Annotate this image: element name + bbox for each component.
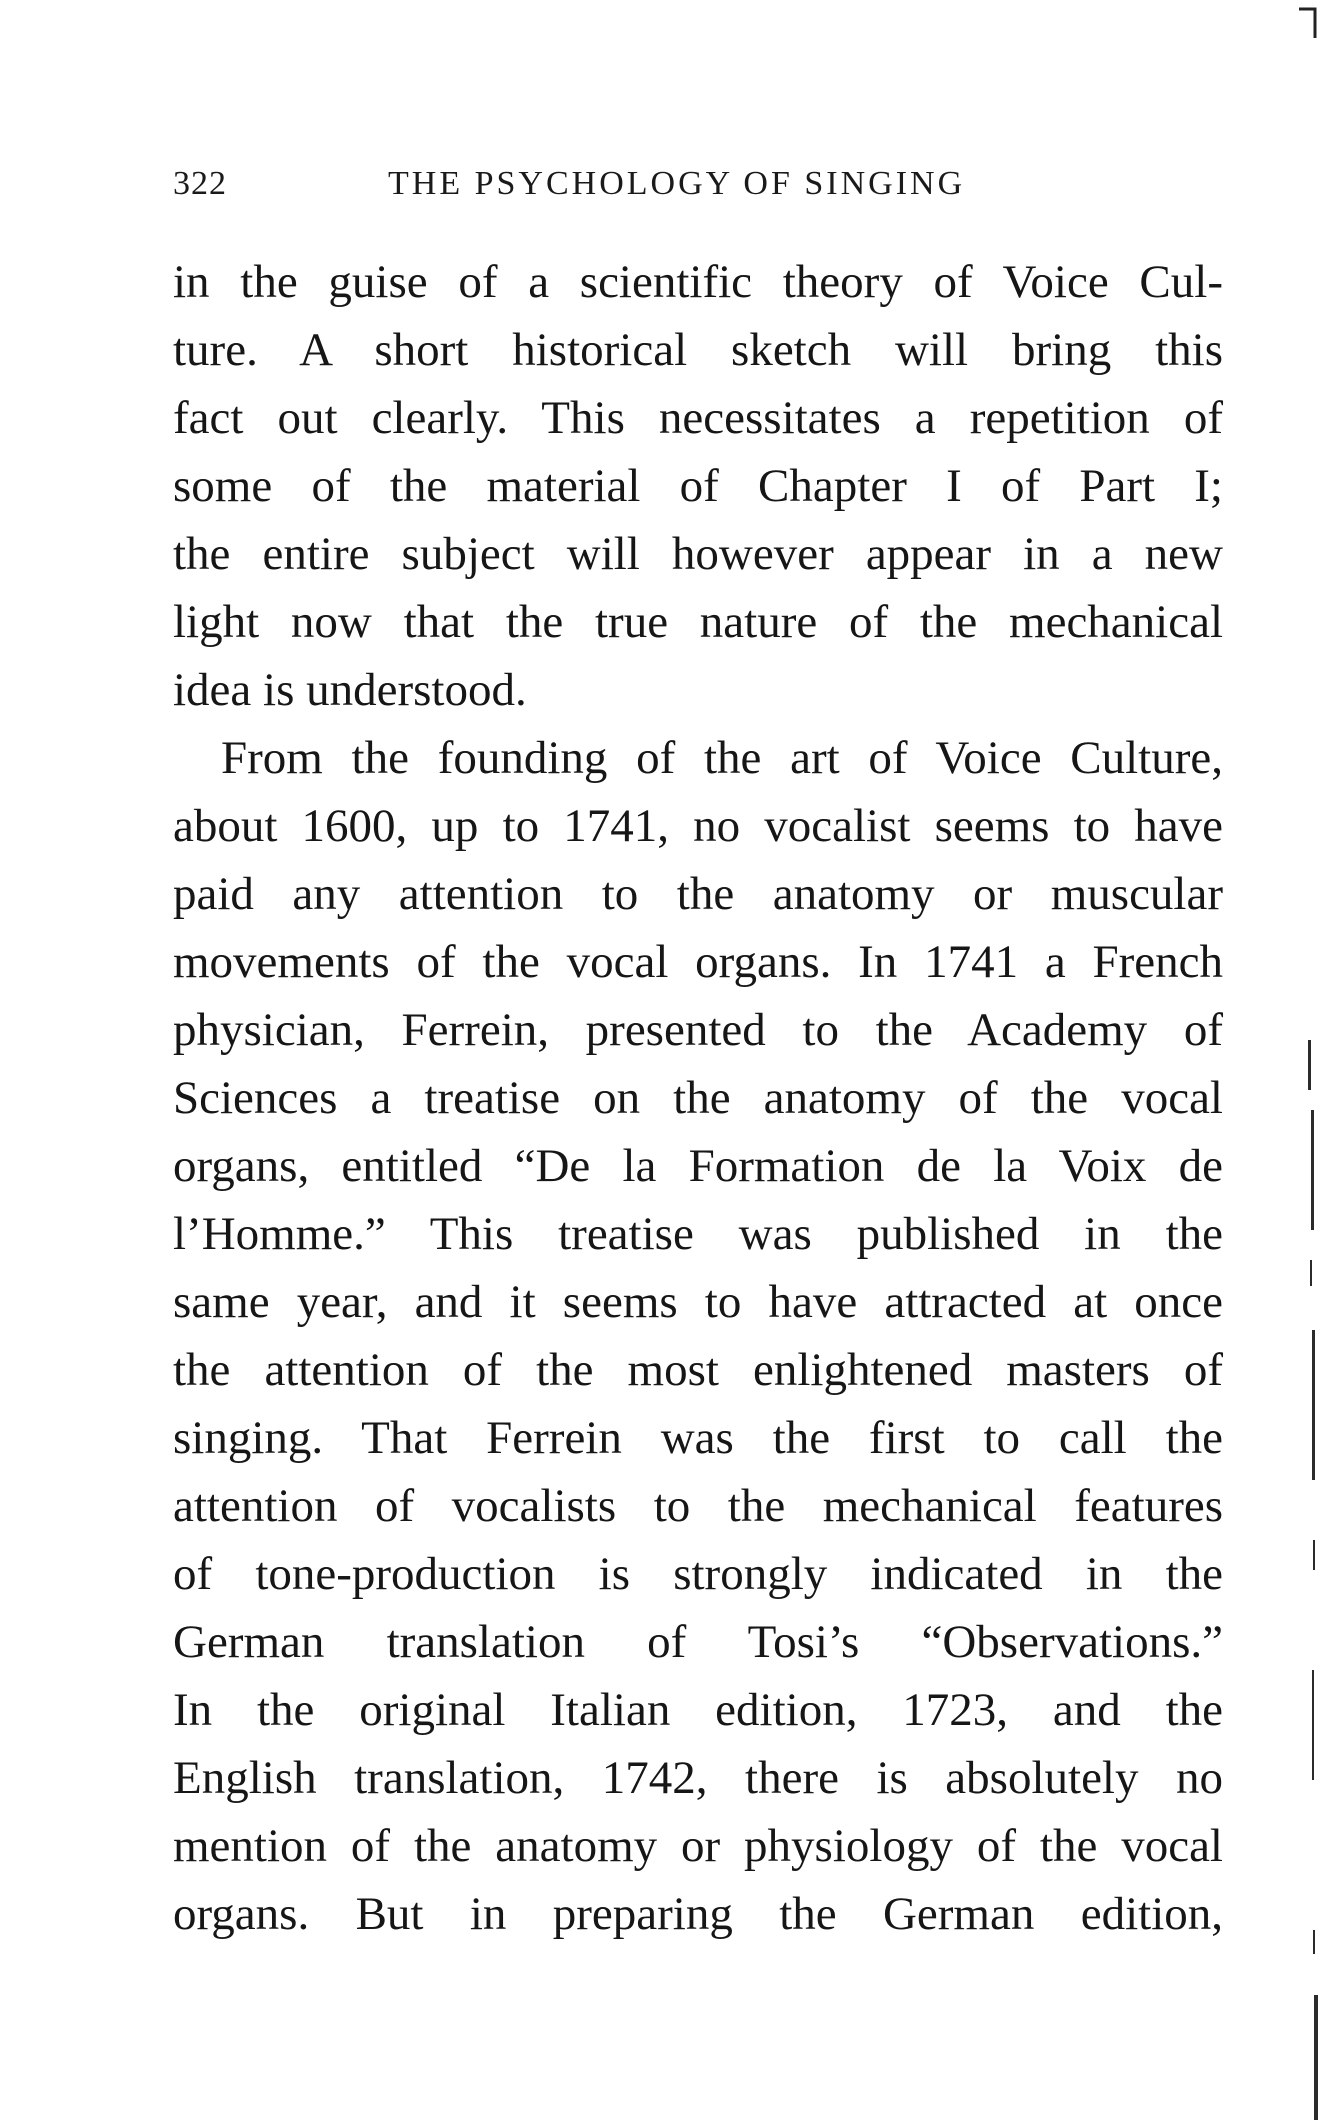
page-edge-mark [1313,1930,1315,1954]
text-line: physician, Ferrein, presented to the Academy of [173,1004,1223,1056]
text-line: paid any attention to the anatomy or muscular [173,868,1223,920]
text-line: ture. A short historical sketch will bring this [173,324,1223,376]
running-title: THE PSYCHOLOGY OF SINGING [388,165,966,202]
text-line: about 1600, up to 1741, no vocalist seems to have [173,800,1223,852]
page-number: 322 [173,165,227,202]
page-edge-mark [1313,1540,1315,1570]
text-line: in the guise of a scientific theory of Voice Cul- [173,256,1223,308]
text-line: organs. But in preparing the German edition, [173,1888,1223,1940]
text-line: singing. That Ferrein was the first to call the [173,1412,1223,1464]
body-text [173,248,1223,1948]
running-head [173,160,1233,208]
text-line: Sciences a treatise on the anatomy of the vocal [173,1072,1223,1124]
text-line: same year, and it seems to have attracted at once [173,1276,1223,1328]
text-line: movements of the vocal organs. In 1741 a French [173,936,1223,988]
text-line: mention of the anatomy or physiology of the vocal [173,1820,1223,1872]
text-line: German translation of Tosi’s “Observations.” [173,1616,1223,1668]
text-line: fact out clearly. This necessitates a repetition of [173,392,1223,444]
text-line: the attention of the most enlightened masters of [173,1344,1223,1396]
text-line: organs, entitled “De la Formation de la Voix de [173,1140,1223,1192]
page-edge-mark [1311,1110,1314,1230]
page-edge-mark [1310,1260,1312,1286]
text-line: English translation, 1742, there is absolutely no [173,1752,1223,1804]
text-line: idea is understood. [173,664,527,716]
page-edge-mark [1312,1330,1315,1480]
text-line: some of the material of Chapter I of Part I; [173,460,1223,512]
page-edge-mark [1308,1040,1311,1090]
paragraph-start-line: From the founding of the art of Voice Culture, [221,732,1223,784]
text-line: In the original Italian edition, 1723, and the [173,1684,1223,1736]
text-line: attention of vocalists to the mechanical features [173,1480,1223,1532]
page-edge-mark [1314,1995,1318,2120]
page-edge-mark [1312,1670,1314,1780]
text-line: l’Homme.” This treatise was published in the [173,1208,1223,1260]
text-line: of tone-production is strongly indicated in the [173,1548,1223,1600]
text-line: light now that the true nature of the mechanical [173,596,1223,648]
text-line: the entire subject will however appear in a new [173,528,1223,580]
corner-scan-mark [1297,6,1319,40]
